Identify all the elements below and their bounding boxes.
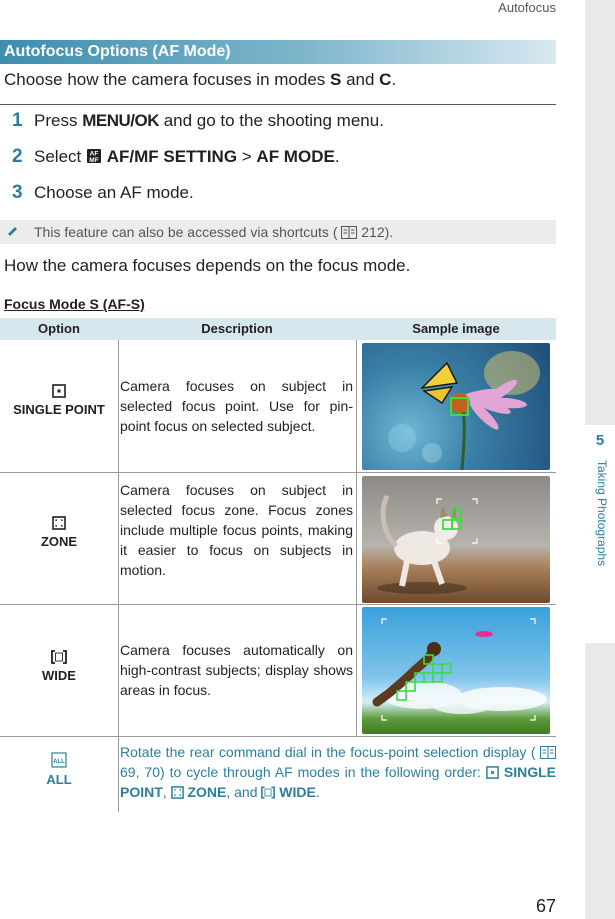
header-option: Option bbox=[38, 321, 80, 336]
step-2: 2 Select AF MF AF/MF SETTING > AF MODE. bbox=[12, 146, 340, 167]
page-reference-icon bbox=[540, 746, 556, 759]
pencil-note-icon bbox=[4, 224, 20, 240]
svg-text:ALL: ALL bbox=[53, 759, 65, 765]
option-single-point: SINGLE POINT bbox=[0, 384, 118, 417]
focus-mode-intro: How the camera focuses depends on the focus mode. bbox=[4, 256, 411, 275]
sample-image-butterfly bbox=[362, 343, 550, 470]
step-3: 3 Choose an AF mode. bbox=[12, 182, 194, 203]
section-heading: Autofocus Options (AF Mode) bbox=[0, 40, 556, 64]
page-reference-icon bbox=[341, 226, 357, 239]
sample-image-cat bbox=[362, 476, 550, 603]
cat-illustration bbox=[362, 476, 550, 603]
header-description: Description bbox=[201, 321, 273, 336]
chapter-number: 5 bbox=[595, 432, 605, 449]
note-box bbox=[0, 220, 556, 244]
header-sample-image: Sample image bbox=[412, 321, 500, 336]
svg-text:MF: MF bbox=[89, 157, 99, 164]
option-all: ALL ALL bbox=[0, 752, 118, 787]
divider bbox=[0, 104, 556, 105]
row-divider bbox=[0, 736, 556, 737]
svg-text:AF: AF bbox=[89, 150, 99, 158]
focus-mode-subheading: Focus Mode S (AF-S) bbox=[4, 296, 145, 312]
chapter-side-tab bbox=[585, 0, 615, 919]
wide-tracking-icon bbox=[51, 650, 67, 664]
description-single-point: Camera focuses on subject in selected focus point. Use for pin-point focus on selected subject. bbox=[120, 378, 353, 434]
table-header bbox=[0, 318, 556, 340]
zone-icon bbox=[171, 786, 184, 799]
table-column-divider bbox=[356, 340, 357, 736]
step-1: 1 Press MENU/OK and go to the shooting menu. bbox=[12, 110, 384, 131]
page-number: 67 bbox=[535, 896, 556, 916]
butterfly-flower-illustration bbox=[362, 343, 550, 470]
row-divider bbox=[0, 604, 556, 605]
wide-tracking-icon bbox=[261, 786, 275, 799]
option-zone: ZONE bbox=[0, 516, 118, 549]
single-point-icon bbox=[52, 384, 66, 398]
running-header: Autofocus bbox=[498, 0, 556, 15]
description-zone: Camera focuses on subject in selected focus zone. Focus zones include multiple focus points, making it easier to focus on subjects in motion. bbox=[120, 482, 353, 578]
description-all: Rotate the rear command dial in the focus-point selection display ( 69, 70) to cycle through AF modes in the following order: SINGLE POINT, ZONE, and WIDE. bbox=[120, 744, 556, 800]
note-text: This feature can also be accessed via shortcuts ( 212). bbox=[34, 224, 394, 240]
table-column-divider bbox=[118, 340, 119, 812]
row-divider bbox=[0, 472, 556, 473]
dog-frisbee-illustration bbox=[362, 607, 550, 734]
af-mf-menu-icon bbox=[86, 148, 102, 164]
option-wide: WIDE bbox=[0, 650, 118, 683]
chapter-title: Taking Photographs bbox=[595, 460, 609, 567]
all-af-icon bbox=[51, 752, 67, 768]
single-point-icon bbox=[486, 766, 499, 779]
intro-text: Choose how the camera focuses in modes S and C. bbox=[4, 70, 397, 89]
description-wide: Camera focuses automatically on high-contrast subjects; display shows areas in focus. bbox=[120, 642, 353, 698]
zone-icon bbox=[52, 516, 66, 530]
sample-image-dog bbox=[362, 607, 550, 734]
